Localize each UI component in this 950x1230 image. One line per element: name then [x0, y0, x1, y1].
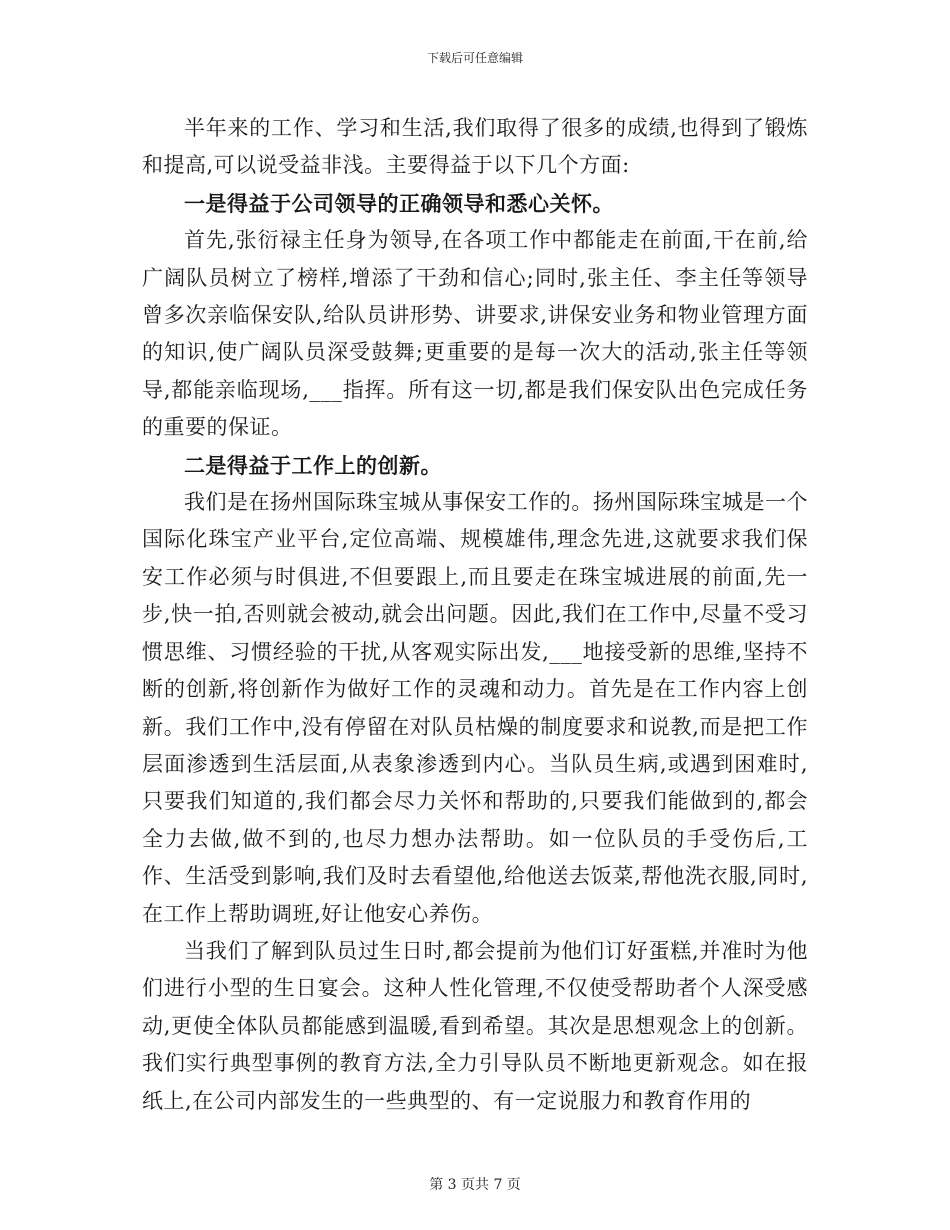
- section-heading-innovation: 二是得益于工作上的创新。: [184, 452, 442, 478]
- section-heading-leadership: 一是得益于公司领导的正确领导和悉心关怀。: [184, 190, 614, 216]
- paragraph-innovation: 我们是在扬州国际珠宝城从事保安工作的。扬州国际珠宝城是一个国际化珠宝产业平台,定位高端、规模雄伟,理念先进,这就要求我们保安工作必须与时俱进,不但要跟上,而且要走在珠宝城进展的前面,先一步,快一拍,否则就会被动,就会出问题。因此,我们在工作中,尽量不受习惯思维、习惯经验的干扰,从客观实际出发,___地接受新的思维,坚持不断的创新,将创新作为做好工作的灵魂和动力。首先是在工作内容上创新。我们工作中,没有停留在对队员枯燥的制度要求和说教,而是把工作层面渗透到生活层面,从表象渗透到内心。当队员生病,或遇到困难时,只要我们知道的,我们都会尽力关怀和帮助的,只要我们能做到的,都会全力去做,做不到的,也尽力想办法帮助。如一位队员的手受伤后,工作、生活受到影响,我们及时去看望他,给他送去饭菜,帮他洗衣服,同时,在工作上帮助调班,好让他安心养伤。: [142, 490, 808, 926]
- paragraph-intro: 半年来的工作、学习和生活,我们取得了很多的成绩,也得到了锻炼和提高,可以说受益非浅。主要得益于以下几个方面:: [142, 116, 808, 178]
- paragraph-leadership: 首先,张衍禄主任身为领导,在各项工作中都能走在前面,干在前,给广阔队员树立了榜样,增添了干劲和信心;同时,张主任、李主任等领导曾多次亲临保安队,给队员讲形势、讲要求,讲保安业务和物业管理方面的知识,使广阔队员深受鼓舞;更重要的是每一次大的活动,张主任等领导,都能亲临现场,___指挥。所有这一切,都是我们保安队出色完成任务的重要的保证。: [142, 228, 808, 440]
- page-number: 第 3 页共 7 页: [429, 1177, 521, 1193]
- page-header-note: 下载后可任意编辑: [426, 51, 523, 65]
- paragraph-birthday: 当我们了解到队员过生日时,都会提前为他们订好蛋糕,并准时为他们进行小型的生日宴会。这种人性化管理,不仅使受帮助者个人深受感动,更使全体队员都能感到温暖,看到希望。其次是思想观念上的创新。我们实行典型事例的教育方法,全力引导队员不断地更新观念。如在报纸上,在公司内部发生的一些典型的、有一定说服力和教育作用的: [142, 938, 808, 1113]
- document-body: [142, 110, 808, 1120]
